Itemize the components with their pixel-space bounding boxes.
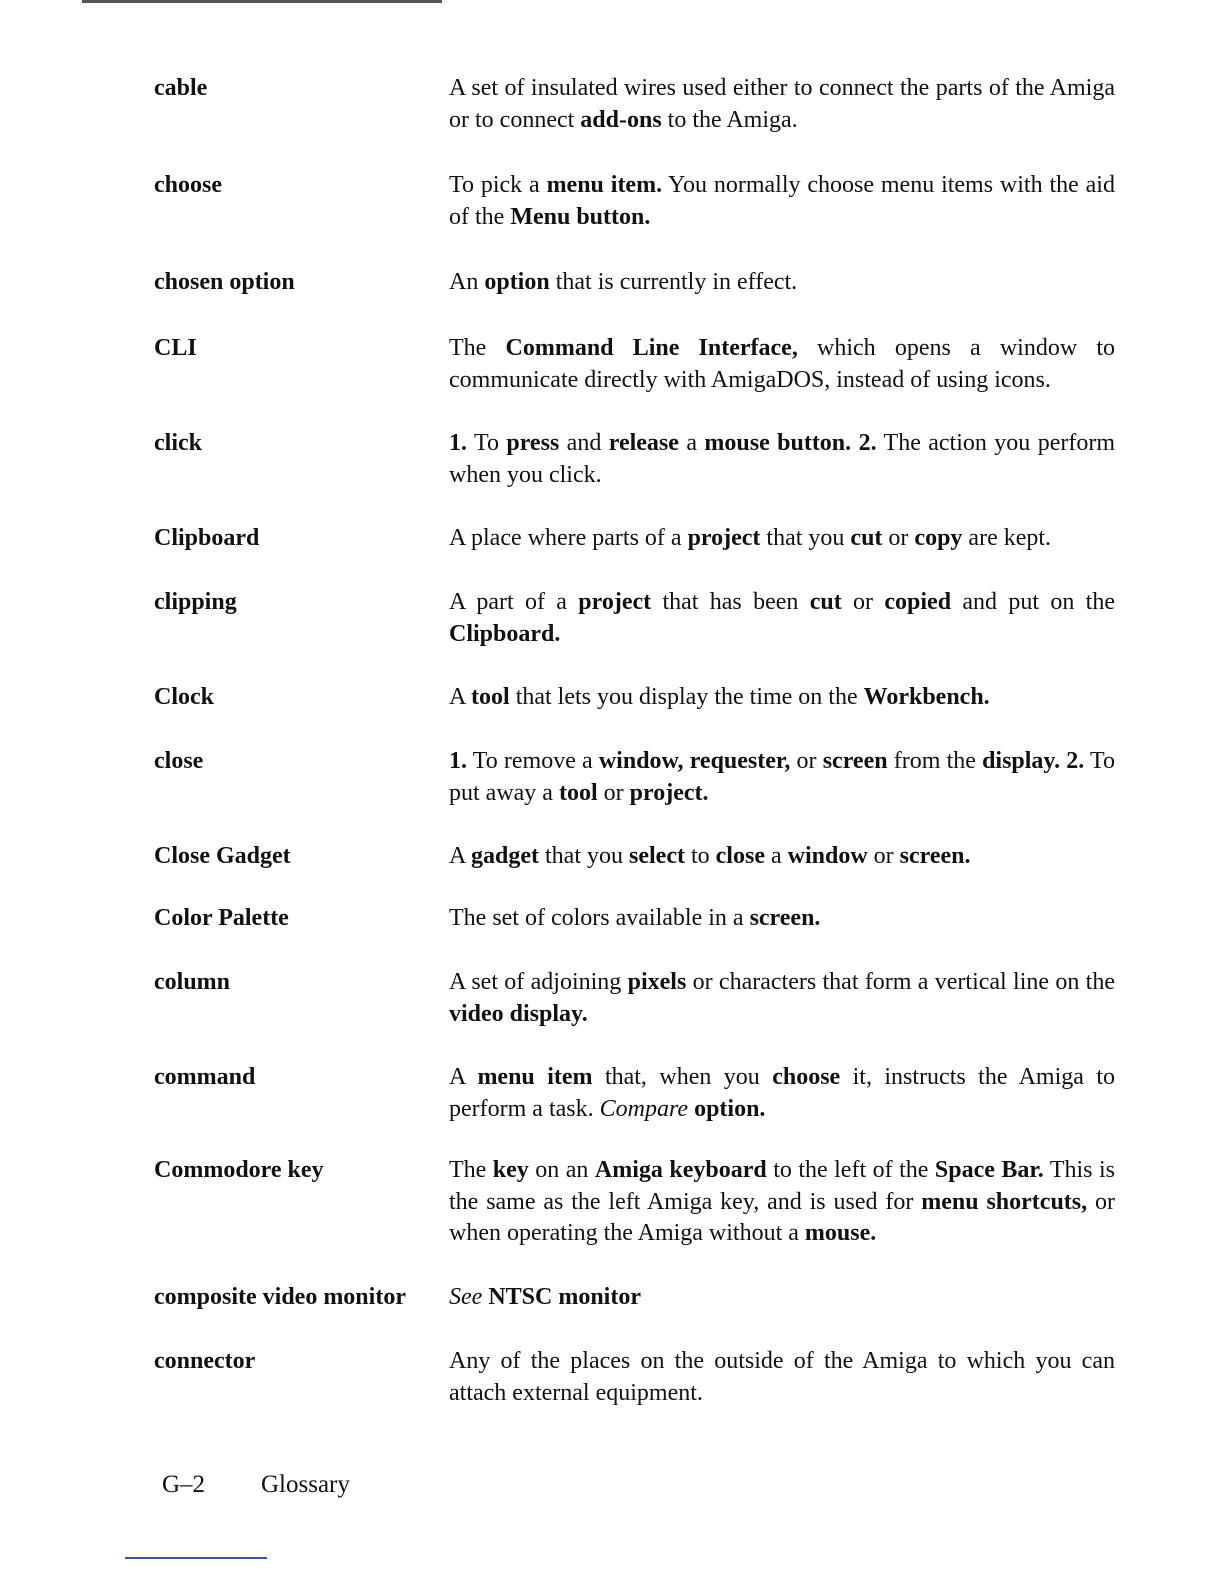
- glossary-definition: [449, 428, 1115, 491]
- definition-text: A place where parts of a: [449, 525, 688, 551]
- definition-text: or: [597, 779, 630, 806]
- definition-text: a: [678, 430, 705, 456]
- glossary-crossref: 2.: [858, 430, 877, 456]
- glossary-crossref: gadget: [471, 843, 540, 869]
- glossary-definition: [449, 73, 1115, 136]
- glossary-definition: [449, 682, 1115, 714]
- definition-text: to the Amiga.: [661, 106, 798, 133]
- definition-text: Any of the places on the outside of the Amiga to which you can attach external equipment.: [449, 1348, 1115, 1406]
- definition-text: and put on the: [951, 589, 1116, 615]
- glossary-term: choose: [154, 172, 222, 198]
- definition-text: The: [449, 1157, 493, 1183]
- definition-text: The set of colors available in a: [449, 905, 750, 931]
- glossary-definition: [449, 967, 1115, 1030]
- definition-text: To remove a: [467, 748, 599, 774]
- glossary-term: cable: [154, 75, 208, 101]
- glossary-crossref: project.: [629, 779, 709, 806]
- glossary-crossref: Clipboard.: [449, 620, 561, 647]
- glossary-crossref: mouse.: [804, 1220, 877, 1246]
- definition-text: or: [790, 748, 823, 774]
- definition-text: An: [449, 269, 485, 295]
- glossary-crossref: menu shortcuts,: [921, 1188, 1088, 1215]
- definition-text: The: [449, 335, 506, 361]
- definition-text: A: [449, 684, 472, 710]
- glossary-crossref: 1.: [449, 430, 467, 456]
- glossary-term: Clipboard: [154, 525, 260, 551]
- glossary-definition: [449, 523, 1115, 555]
- definition-text: that you: [760, 525, 851, 551]
- glossary-term: Commodore key: [154, 1157, 324, 1183]
- definition-text: You normally choose menu items with the aid of the: [449, 172, 1115, 230]
- definition-text: that has been: [651, 589, 810, 615]
- definition-text: A: [449, 1064, 478, 1090]
- definition-text: a: [764, 843, 788, 869]
- glossary-crossref: tool: [471, 684, 510, 710]
- glossary-crossref: Workbench.: [863, 684, 990, 710]
- glossary-crossref: window, requester,: [598, 748, 791, 774]
- glossary-definition: [449, 587, 1115, 650]
- definition-text: and: [559, 430, 609, 456]
- glossary-crossref: choose: [772, 1064, 841, 1090]
- glossary-crossref: project: [578, 589, 652, 615]
- definition-text: that is currently in effect.: [549, 269, 798, 295]
- glossary-crossref: video display.: [449, 1000, 588, 1027]
- definition-text: that, when you: [592, 1064, 773, 1090]
- glossary-definition: [449, 903, 1115, 935]
- bottom-rule: [125, 1557, 267, 1559]
- glossary-crossref: project: [687, 525, 761, 551]
- glossary-emphasis: Compare: [599, 1095, 689, 1122]
- glossary-crossref: key: [492, 1157, 529, 1183]
- glossary-definition: [449, 746, 1115, 809]
- glossary-crossref: screen: [822, 748, 888, 774]
- definition-text: it, instructs the Amiga to perform a task.: [449, 1064, 1115, 1122]
- glossary-crossref: close: [715, 843, 765, 869]
- glossary-crossref: option.: [694, 1095, 766, 1122]
- glossary-crossref: option: [484, 269, 550, 295]
- definition-text: To put away a: [449, 748, 1115, 806]
- glossary-crossref: mouse button.: [704, 430, 852, 456]
- definition-text: or when operating the Amiga without a: [449, 1188, 1116, 1246]
- glossary-term: Color Palette: [154, 905, 289, 931]
- glossary-crossref: copied: [884, 589, 952, 615]
- definition-text: to: [684, 843, 716, 869]
- glossary-term: chosen option: [154, 269, 295, 295]
- glossary-crossref: 1.: [449, 748, 467, 774]
- glossary-crossref: Amiga keyboard: [594, 1157, 767, 1183]
- definition-text: that you: [539, 843, 630, 869]
- glossary-crossref: add-ons: [580, 106, 662, 133]
- glossary-term: Close Gadget: [154, 843, 291, 869]
- definition-text: or: [882, 525, 915, 551]
- definition-text: to the left of the: [766, 1157, 935, 1183]
- glossary-term: connector: [154, 1348, 256, 1374]
- definition-text: or: [867, 843, 900, 869]
- glossary-definition: [449, 841, 1115, 873]
- definition-text: A set of adjoining: [449, 969, 628, 995]
- glossary-crossref: display.: [982, 748, 1061, 774]
- glossary-definition: [449, 170, 1115, 233]
- top-rule: [82, 0, 442, 3]
- glossary-crossref: cut: [809, 589, 842, 615]
- glossary-term: close: [154, 748, 204, 774]
- glossary-definition: [449, 267, 1115, 299]
- glossary-crossref: press: [506, 430, 560, 456]
- glossary-crossref: window: [787, 843, 868, 869]
- glossary-crossref: Command Line Interface,: [505, 335, 798, 361]
- glossary-crossref: cut: [850, 525, 883, 551]
- definition-text: that lets you display the time on the: [509, 684, 864, 710]
- definition-text: A set of insulated wires used either to connect the parts of the Amiga or to connect: [449, 75, 1115, 133]
- glossary-emphasis: See: [449, 1284, 483, 1310]
- glossary-crossref: 2.: [1066, 748, 1085, 774]
- definition-text: To pick a: [449, 172, 547, 198]
- glossary-definition: [449, 1346, 1115, 1409]
- definition-text: which opens a window to communicate directly with AmigaDOS, instead of using icons.: [449, 335, 1116, 393]
- definition-text: This is the same as the left Amiga key, and is used for: [449, 1157, 1116, 1215]
- definition-text: are kept.: [962, 525, 1052, 551]
- glossary-term: Clock: [154, 684, 214, 710]
- definition-text: The action you perform when you click.: [449, 430, 1115, 488]
- glossary-term: clipping: [154, 589, 237, 615]
- glossary-term: command: [154, 1064, 256, 1090]
- definition-text: on an: [528, 1157, 595, 1183]
- glossary-definition: [449, 1155, 1115, 1250]
- glossary-term: composite video monitor: [154, 1284, 406, 1310]
- glossary-definition: [449, 1062, 1115, 1125]
- glossary-crossref: tool: [558, 779, 598, 806]
- definition-text: from the: [887, 748, 983, 774]
- glossary-crossref: screen.: [749, 905, 821, 931]
- glossary-crossref: Menu button.: [510, 203, 651, 230]
- definition-text: [851, 430, 858, 456]
- glossary-term: column: [154, 969, 231, 995]
- glossary-crossref: NTSC monitor: [488, 1284, 641, 1310]
- definition-text: To: [467, 430, 507, 456]
- definition-text: or: [841, 589, 885, 615]
- glossary-crossref: pixels: [627, 969, 687, 995]
- glossary-crossref: copy: [914, 525, 963, 551]
- glossary-crossref: menu item: [477, 1064, 593, 1090]
- definition-text: A part of a: [449, 589, 579, 615]
- glossary-crossref: screen.: [899, 843, 971, 869]
- definition-text: or characters that form a vertical line on the: [686, 969, 1115, 995]
- glossary-crossref: select: [629, 843, 685, 869]
- page-number: G–2: [162, 1471, 206, 1498]
- glossary-crossref: menu item.: [546, 172, 663, 198]
- glossary-crossref: release: [608, 430, 679, 456]
- section-title: Glossary: [261, 1471, 350, 1498]
- glossary-term: CLI: [154, 335, 197, 361]
- glossary-definition: [449, 1282, 1115, 1314]
- definition-text: A: [449, 843, 472, 869]
- glossary-definition: [449, 333, 1115, 396]
- glossary-crossref: Space Bar.: [934, 1157, 1044, 1183]
- glossary-term: click: [154, 430, 202, 456]
